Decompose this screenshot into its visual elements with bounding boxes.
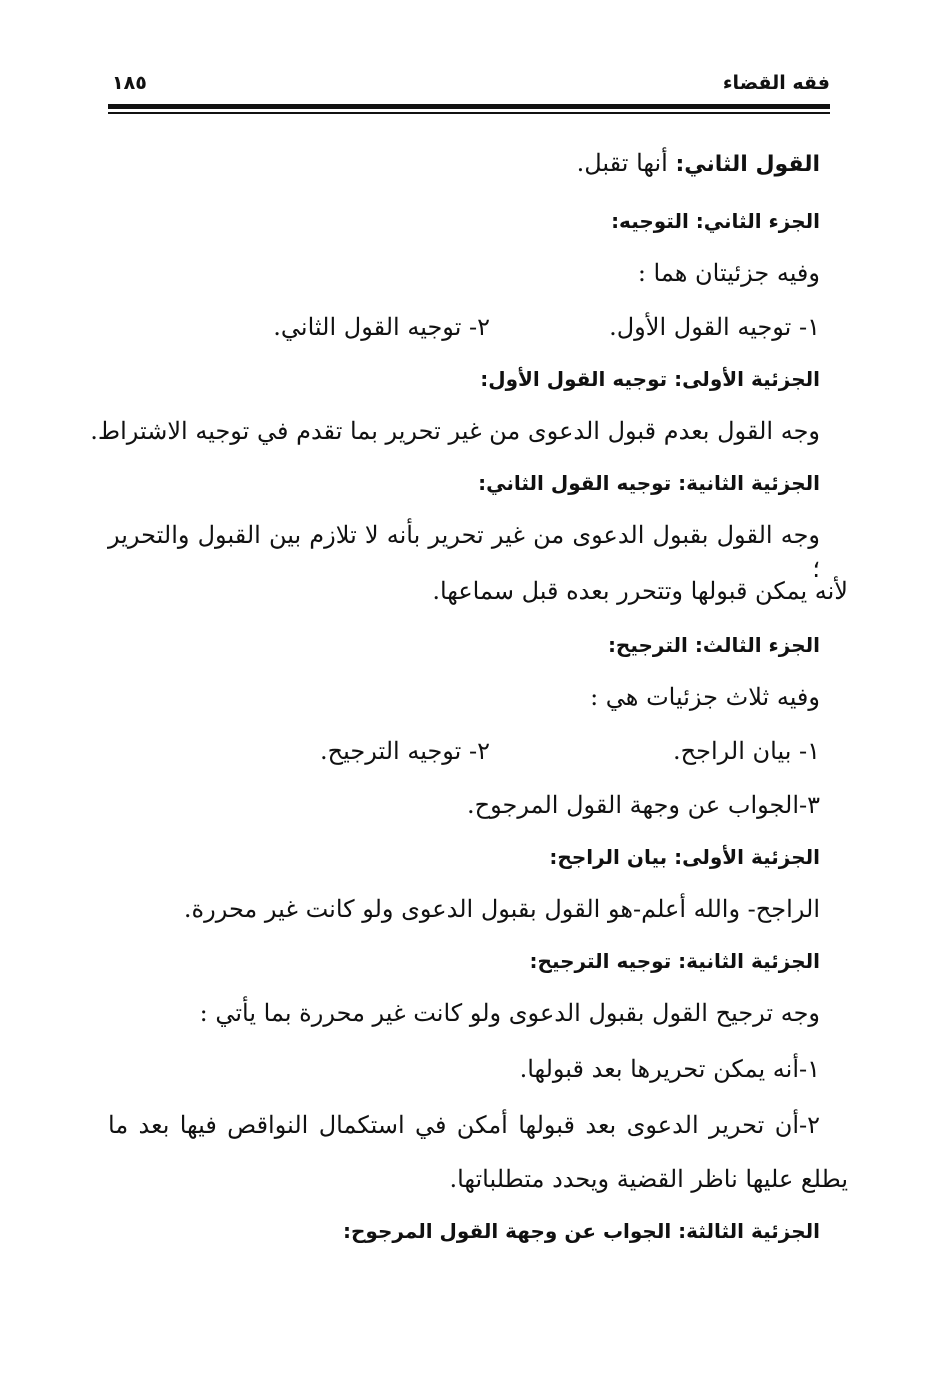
header-rule-thin bbox=[108, 112, 830, 114]
running-header-title: فقه القضاء bbox=[722, 72, 830, 94]
paragraph-line: الراجح- والله أعلم-هو القول بقبول الدعوى ولو كانت غير محررة. bbox=[183, 895, 820, 923]
heading-part-three: الجزء الثالث: الترجيح: bbox=[607, 633, 820, 657]
paragraph-line: وفيه جزئيتان هما : bbox=[637, 259, 820, 287]
heading-sub-2: الجزئية الثانية: توجيه الترجيح: bbox=[529, 949, 820, 973]
header-rule-thick bbox=[108, 104, 830, 109]
list-item-2: ٢- توجيه الترجيح. bbox=[320, 737, 490, 765]
list-item-2: ٢- توجيه القول الثاني. bbox=[273, 313, 490, 341]
label-second-opinion: القول الثاني: bbox=[675, 152, 820, 177]
page-number: ١٨٥ bbox=[112, 72, 147, 94]
heading-sub-3: الجزئية الثالثة: الجواب عن وجهة القول المرجوح: bbox=[343, 1219, 820, 1243]
paragraph-line: وفيه ثلاث جزئيات هي : bbox=[590, 683, 820, 711]
list-item-1: ١- توجيه القول الأول. bbox=[609, 313, 820, 341]
paragraph-line: وجه ترجيح القول بقبول الدعوى ولو كانت غير محررة بما يأتي : bbox=[199, 999, 820, 1027]
list-item-2: ٢-أن تحرير الدعوى بعد قبولها أمكن في استكمال النواقص فيها بعد ما bbox=[108, 1111, 821, 1139]
paragraph-line: يطلع عليها ناظر القضية ويحدد متطلباتها. bbox=[449, 1165, 848, 1193]
list-item-1: ١- بيان الراجح. bbox=[673, 737, 820, 765]
list-item-3: ٣-الجواب عن وجهة القول المرجوح. bbox=[466, 791, 820, 819]
heading-sub-2: الجزئية الثانية: توجيه القول الثاني: bbox=[478, 471, 820, 495]
heading-sub-1: الجزئية الأولى: توجيه القول الأول: bbox=[480, 367, 820, 391]
heading-sub-1: الجزئية الأولى: بيان الراجح: bbox=[549, 845, 820, 869]
list-item-1: ١-أنه يمكن تحريرها بعد قبولها. bbox=[519, 1055, 820, 1083]
text-second-opinion: أنها تقبل. bbox=[576, 149, 676, 177]
heading-part-two: الجزء الثاني: التوجيه: bbox=[611, 209, 820, 233]
line-first-opinion bbox=[577, 146, 820, 182]
paragraph-line: وجه القول بقبول الدعوى من غير تحرير بأنه لا تلازم بين القبول والتحرير ؛ bbox=[108, 521, 820, 583]
paragraph-line: لأنه يمكن قبولها وتتحرر بعده قبل سماعها. bbox=[432, 577, 848, 605]
paragraph-line: وجه القول بعدم قبول الدعوى من غير تحرير بما تقدم في توجيه الاشتراط. bbox=[90, 417, 820, 445]
